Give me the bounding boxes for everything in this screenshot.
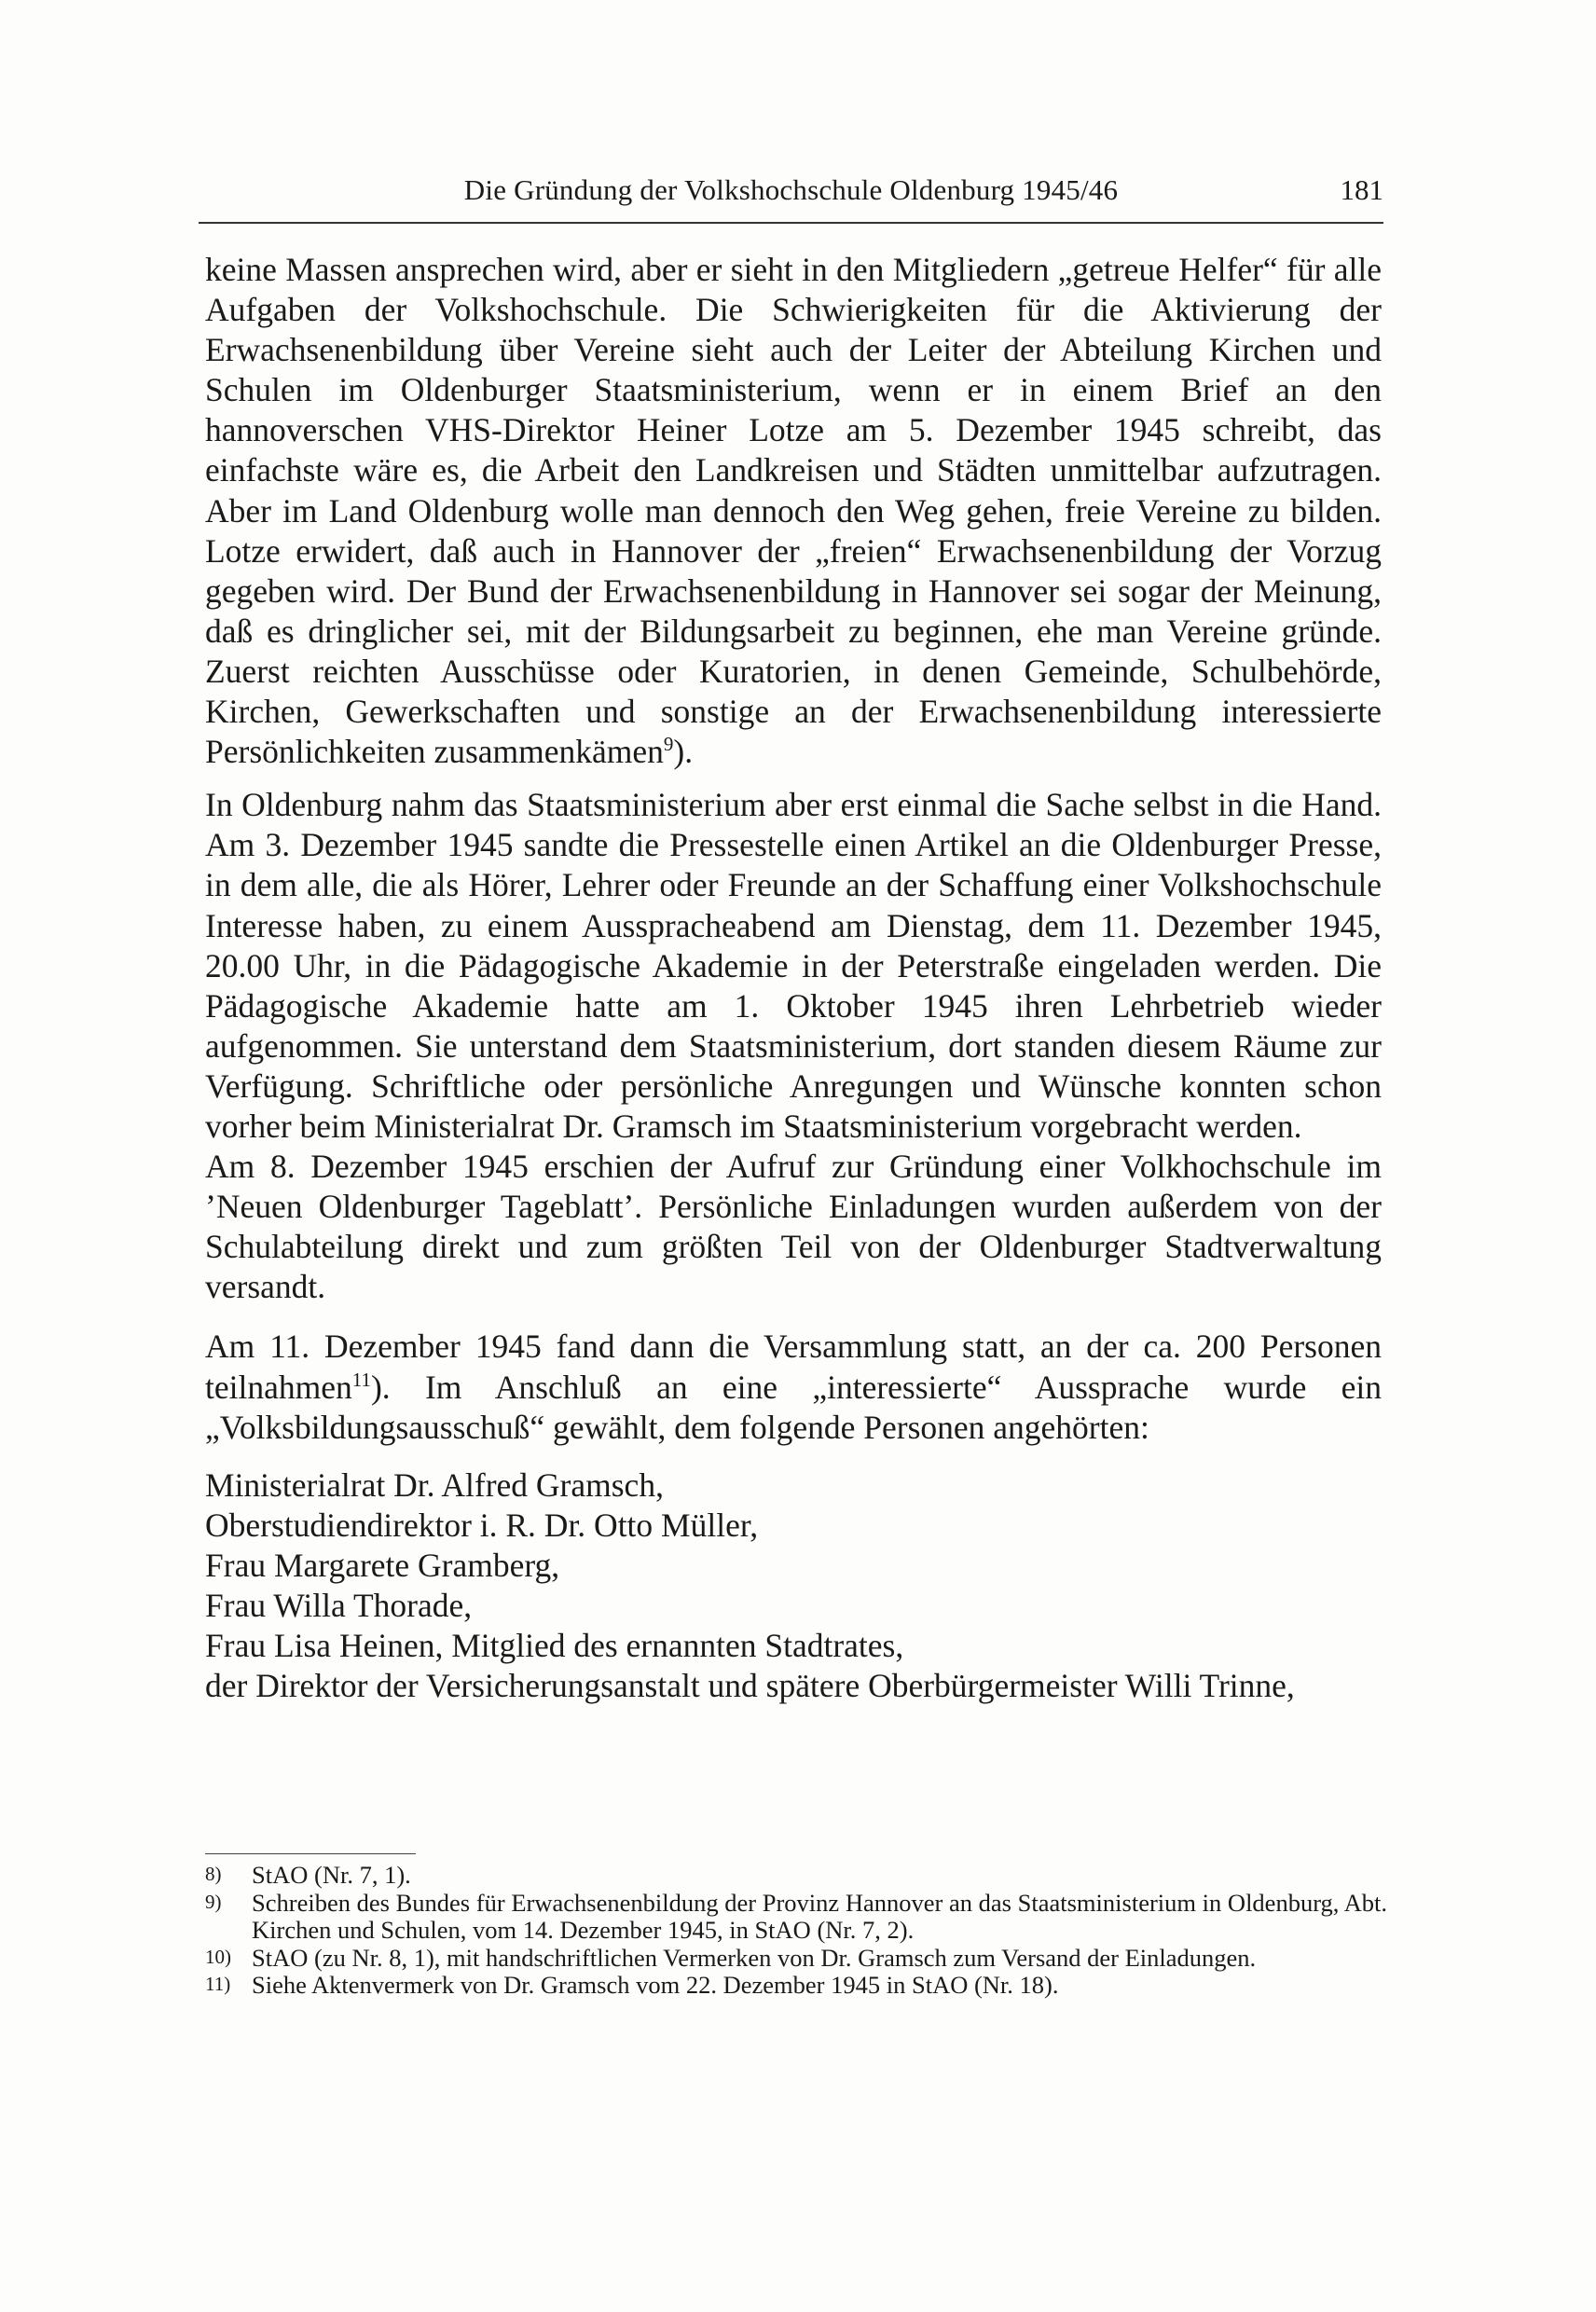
paragraph-1 (205, 250, 1382, 772)
footnote-text: Siehe Aktenvermerk von Dr. Gramsch vom 22. Dezember 1945 in StAO (Nr. 18). (252, 1971, 1059, 1999)
footnote-10 (205, 1945, 1387, 1973)
footnote-mark: 9) (205, 1890, 222, 1913)
list-item: Ministerialrat Dr. Alfred Gramsch, (205, 1466, 664, 1504)
list-item: der Direktor der Versicherungsanstalt und spätere Oberbürgermeister Willi Trinne, (205, 1667, 1295, 1705)
footnote-8 (205, 1862, 1387, 1890)
committee-member-list (205, 1466, 1382, 1707)
running-title: Die Gründung der Volkshochschule Oldenburg 1945/46 (463, 173, 1119, 206)
list-item: Frau Margarete Gramberg, (205, 1546, 560, 1584)
footnote-text: StAO (Nr. 7, 1). (252, 1861, 411, 1889)
footnote-11 (205, 1972, 1387, 2000)
paragraph-1-text: keine Massen ansprechen wird, aber er sieht in den Mitgliedern „getreue Helfer“ für alle Aufgaben der Volkshochschule. Die Schwierigkeiten für die Aktivierung der Erwachsenenbildung über Vereine sieht auch der Leiter der Abteilung Kirchen und Schulen im Oldenburger Staatsministerium, wenn er in einem Brief an den hannoverschen VHS-Direktor Heiner Lotze am 5. Dezember 1945 schreibt, das einfachste wäre es, die Arbeit den Landkreisen und Städten unmittelbar aufzutragen. Aber im Land Oldenburg wolle man dennoch den Weg gehen, freie Vereine zu bilden. Lotze erwidert, daß auch in Hannover der „freien“ Erwachsenenbildung der Vorzug gegeben wird. Der Bund der Erwachsenenbildung in Hannover sei sogar der Meinung, daß es dringlicher sei, mit der Bildungsarbeit zu beginnen, ehe man Vereine gründe. Zuerst reichten Ausschüsse oder Kuratorien, in denen Gemeinde, Schulbehörde, Kirchen, Gewerkschaften und sonstige an der Erwachsenenbildung interessierte Persönlichkeiten zusammenkämen (205, 251, 1382, 771)
footnote-mark: 10) (205, 1945, 231, 1968)
footnote-9 (205, 1890, 1387, 1945)
footnote-ref-9: 9 (663, 733, 674, 756)
paragraph-4-tail: ). Im Anschluß an eine „interessierte“ Aussprache wurde ein „Volksbildungsausschuß“ gewählt, dem folgende Personen angehörten: (205, 1368, 1382, 1446)
paragraph-4-text: Am 11. Dezember 1945 fand dann die Versammlung statt, an der ca. 200 Personen teilnahmen (205, 1328, 1382, 1406)
paragraph-2: In Oldenburg nahm das Staatsministerium aber erst einmal die Sache selbst in die Hand. Am 3. Dezember 1945 sandte die Pressestelle einen Artikel an die Oldenburger Presse, in dem alle, die als Hörer, Lehrer oder Freunde an der Schaffung einer Volkshochschule Interesse haben, zu einem Ausspracheabend am Dienstag, dem 11. Dezember 1945, 20.00 Uhr, in die Pädagogische Akademie in der Peterstraße eingeladen werden. Die Pädagogische Akademie hatte am 1. Oktober 1945 ihren Lehrbetrieb wieder aufgenommen. Sie unterstand dem Staatsministerium, dort standen diesem Räume zur Verfügung. Schriftliche oder persönliche Anregungen und Wünsche konnten schon vorher beim Ministerialrat Dr. Gramsch im Staatsministerium vorgebracht werden. (205, 786, 1382, 1145)
paragraph-3: Am 8. Dezember 1945 erschien der Aufruf zur Gründung einer Volkhochschule im ’Neuen Oldenburger Tageblatt’. Persönliche Einladungen wurden außerdem von der Schulabteilung direkt und zum größten Teil von der Oldenburger Stadtverwaltung versandt. (205, 1148, 1382, 1306)
paragraph-4 (205, 1327, 1382, 1447)
footnote-text: StAO (zu Nr. 8, 1), mit handschriftlichen Vermerken von Dr. Gramsch zum Versand der Einladungen. (252, 1943, 1257, 1972)
paragraph-1-tail: ). (673, 733, 694, 771)
list-item: Frau Lisa Heinen, Mitglied des ernannten Stadtrates, (205, 1627, 904, 1665)
footnote-divider (205, 1853, 416, 1854)
footnote-mark: 8) (205, 1863, 222, 1885)
running-header (199, 173, 1383, 224)
footnote-ref-11: 11 (351, 1368, 371, 1391)
footnote-text: Schreiben des Bundes für Erwachsenenbildung der Provinz Hannover an das Staatsministerium in Oldenburg, Abt. Kirchen und Schulen, vom 14. Dezember 1945, in StAO (Nr. 7, 2). (252, 1888, 1387, 1944)
page-number: 181 (1340, 173, 1383, 206)
footnotes (205, 1862, 1387, 2000)
list-item: Oberstudiendirektor i. R. Dr. Otto Müller, (205, 1506, 759, 1544)
footnote-mark: 11) (205, 1973, 231, 1995)
list-item: Frau Willa Thorade, (205, 1587, 473, 1624)
body-text (205, 250, 1382, 1706)
